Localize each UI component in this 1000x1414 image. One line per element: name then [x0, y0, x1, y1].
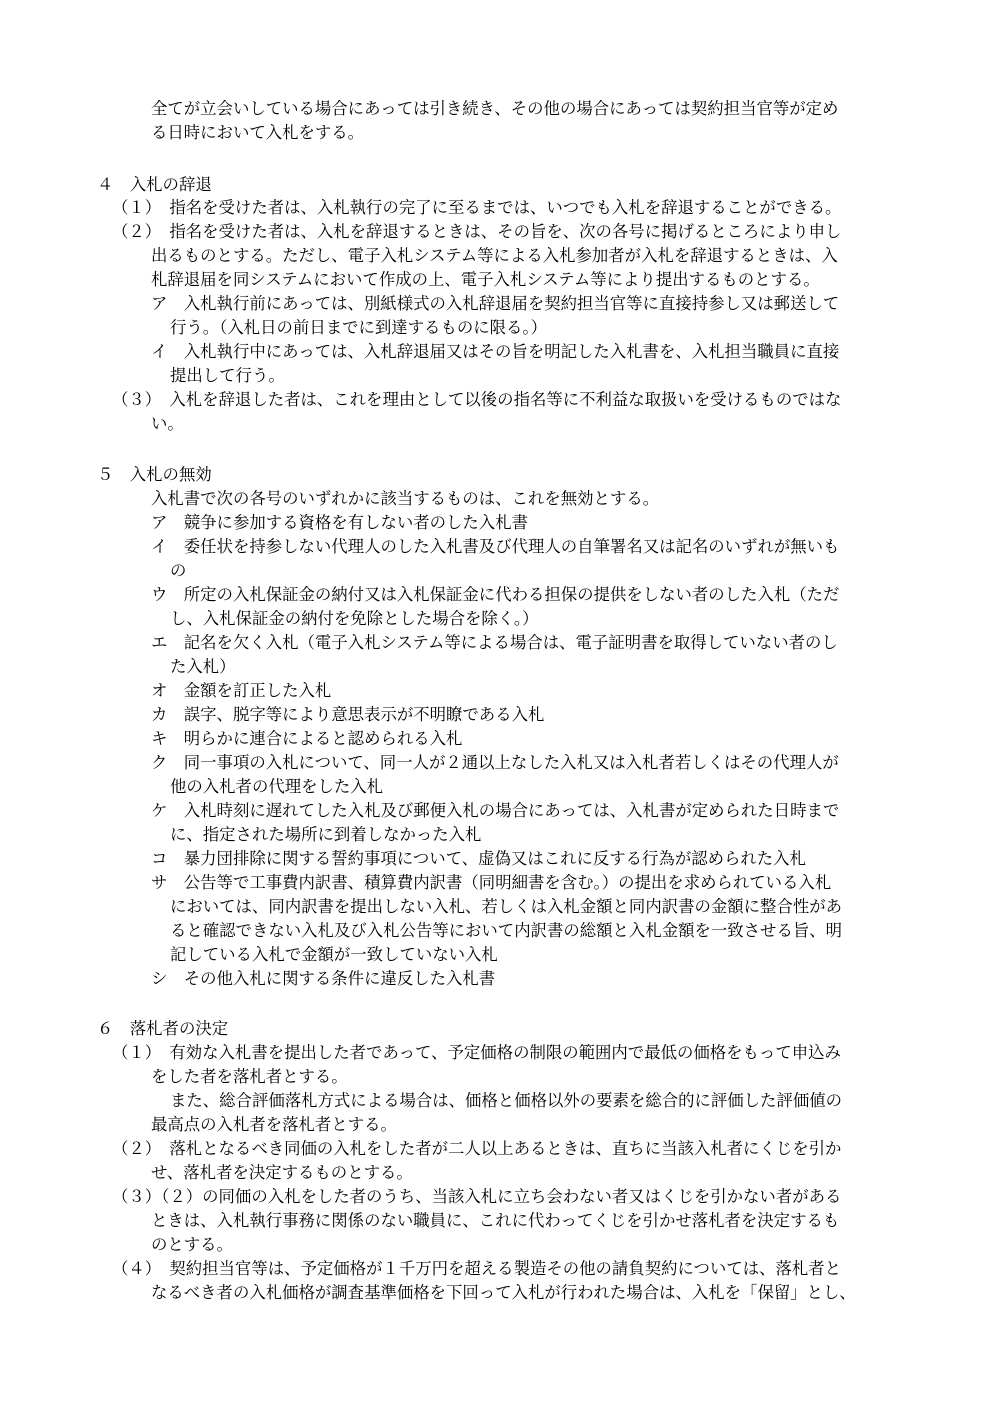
item-line: ク 同一事項の入札について、同一人が２通以上なした入札又は入札者若しくはその代理人が [151, 753, 839, 772]
text-line: 提出して行う。 [170, 366, 285, 385]
text-line: ると確認できない入札及び入札公告等において内訳書の総額と入札金額を一致させる旨、明 [170, 921, 843, 940]
clause-line: （２） 落札となるべき同価の入札をした者が二人以上あるときは、直ちに当該入札者にくじを引か [112, 1139, 842, 1158]
text-line: 出るものとする。ただし、電子入札システム等による入札参加者が入札を辞退するときは、入 [151, 246, 838, 265]
clause-line: （２） 指名を受けた者は、入札を辞退するときは、その旨を、次の各号に掲げるところにより申し [112, 222, 842, 241]
text-line: をした者を落札者とする。 [151, 1067, 348, 1086]
text-line: 札辞退届を同システムにおいて作成の上、電子入札システム等により提出するものとする。 [151, 270, 820, 289]
text-line: に、指定された場所に到着しなかった入札 [170, 825, 482, 844]
item-line: ウ 所定の入札保証金の納付又は入札保証金に代わる担保の提供をしない者のした入札（ただ [151, 585, 840, 604]
text-line: せ、落札者を決定するものとする。 [151, 1163, 413, 1182]
text-line: 他の入札者の代理をした入札 [170, 777, 384, 796]
text-line: い。 [151, 414, 184, 433]
section-heading: ５ 入札の無効 [97, 465, 212, 484]
item-line: エ 記名を欠く入札（電子入札システム等による場合は、電子証明書を取得していない者のし [151, 633, 838, 652]
section-heading: ４ 入札の辞退 [97, 175, 212, 194]
item-line: オ 金額を訂正した入札 [151, 681, 332, 700]
text-line: なるべき者の入札価格が調査基準価格を下回って入札が行われた場合は、入札を「保留」とし、 [151, 1283, 856, 1302]
text-line: 最高点の入札者を落札者とする。 [151, 1115, 397, 1134]
item-line: ケ 入札時刻に遅れてした入札及び郵便入札の場合にあっては、入札書が定められた日時まで [151, 801, 840, 820]
text-line: し、入札保証金の納付を免除とした場合を除く。） [170, 609, 539, 628]
clause-line: （３）（２）の同価の入札をした者のうち、当該入札に立ち会わない者又はくじを引かない者がある [112, 1187, 842, 1206]
item-line: カ 誤字、脱字等により意思表示が不明瞭である入札 [151, 705, 545, 724]
item-line: イ 入札執行中にあっては、入札辞退届又はその旨を明記した入札書を、入札担当職員に直接 [151, 342, 840, 361]
clause-line: （１） 有効な入札書を提出した者であって、予定価格の制限の範囲内で最低の価格をもって申込み [112, 1043, 841, 1062]
item-line: ア 入札執行前にあっては、別紙様式の入札辞退届を契約担当官等に直接持参し又は郵送して [151, 294, 840, 313]
text-line: 記している入札で金額が一致していない入札 [170, 945, 498, 964]
text-line: る日時において入札をする。 [151, 123, 365, 142]
text-line: また、総合評価落札方式による場合は、価格と価格以外の要素を総合的に評価した評価値の [170, 1091, 843, 1110]
item-line: コ 暴力団排除に関する誓約事項について、虚偽又はこれに反する行為が認められた入札 [151, 849, 806, 868]
text-line: においては、同内訳書を提出しない入札、若しくは入札金額と同内訳書の金額に整合性があ [170, 897, 843, 916]
text-line: 行う。（入札日の前日までに到達するものに限る。） [170, 318, 547, 337]
text-line: の [170, 561, 187, 580]
item-line: ア 競争に参加する資格を有しない者のした入札書 [151, 513, 528, 532]
clause-line: （４） 契約担当官等は、予定価格が１千万円を超える製造その他の請負契約については、落札者と [112, 1259, 842, 1278]
item-line: イ 委任状を持参しない代理人のした入札書及び代理人の自筆署名又は記名のいずれが無いも [151, 537, 840, 556]
item-line: サ 公告等で工事費内訳書、積算費内訳書（同明細書を含む。）の提出を求められている入札 [151, 873, 832, 892]
text-line: のとする。 [151, 1235, 233, 1254]
clause-line: （１） 指名を受けた者は、入札執行の完了に至るまでは、いつでも入札を辞退することができる。 [112, 198, 842, 217]
text-line: 入札書で次の各号のいずれかに該当するものは、これを無効とする。 [151, 489, 660, 508]
clause-line: （３） 入札を辞退した者は、これを理由として以後の指名等に不利益な取扱いを受けるものではな [112, 390, 842, 409]
text-line: た入札） [170, 657, 236, 676]
text-line: 全てが立会いしている場合にあっては引き続き、その他の場合にあっては契約担当官等が定め [151, 99, 839, 118]
item-line: シ その他入札に関する条件に違反した入札書 [151, 969, 496, 988]
text-line: ときは、入札執行事務に関係のない職員に、これに代わってくじを引かせ落札者を決定するも [151, 1211, 840, 1230]
item-line: キ 明らかに連合によると認められる入札 [151, 729, 463, 748]
section-heading: ６ 落札者の決定 [97, 1019, 229, 1038]
